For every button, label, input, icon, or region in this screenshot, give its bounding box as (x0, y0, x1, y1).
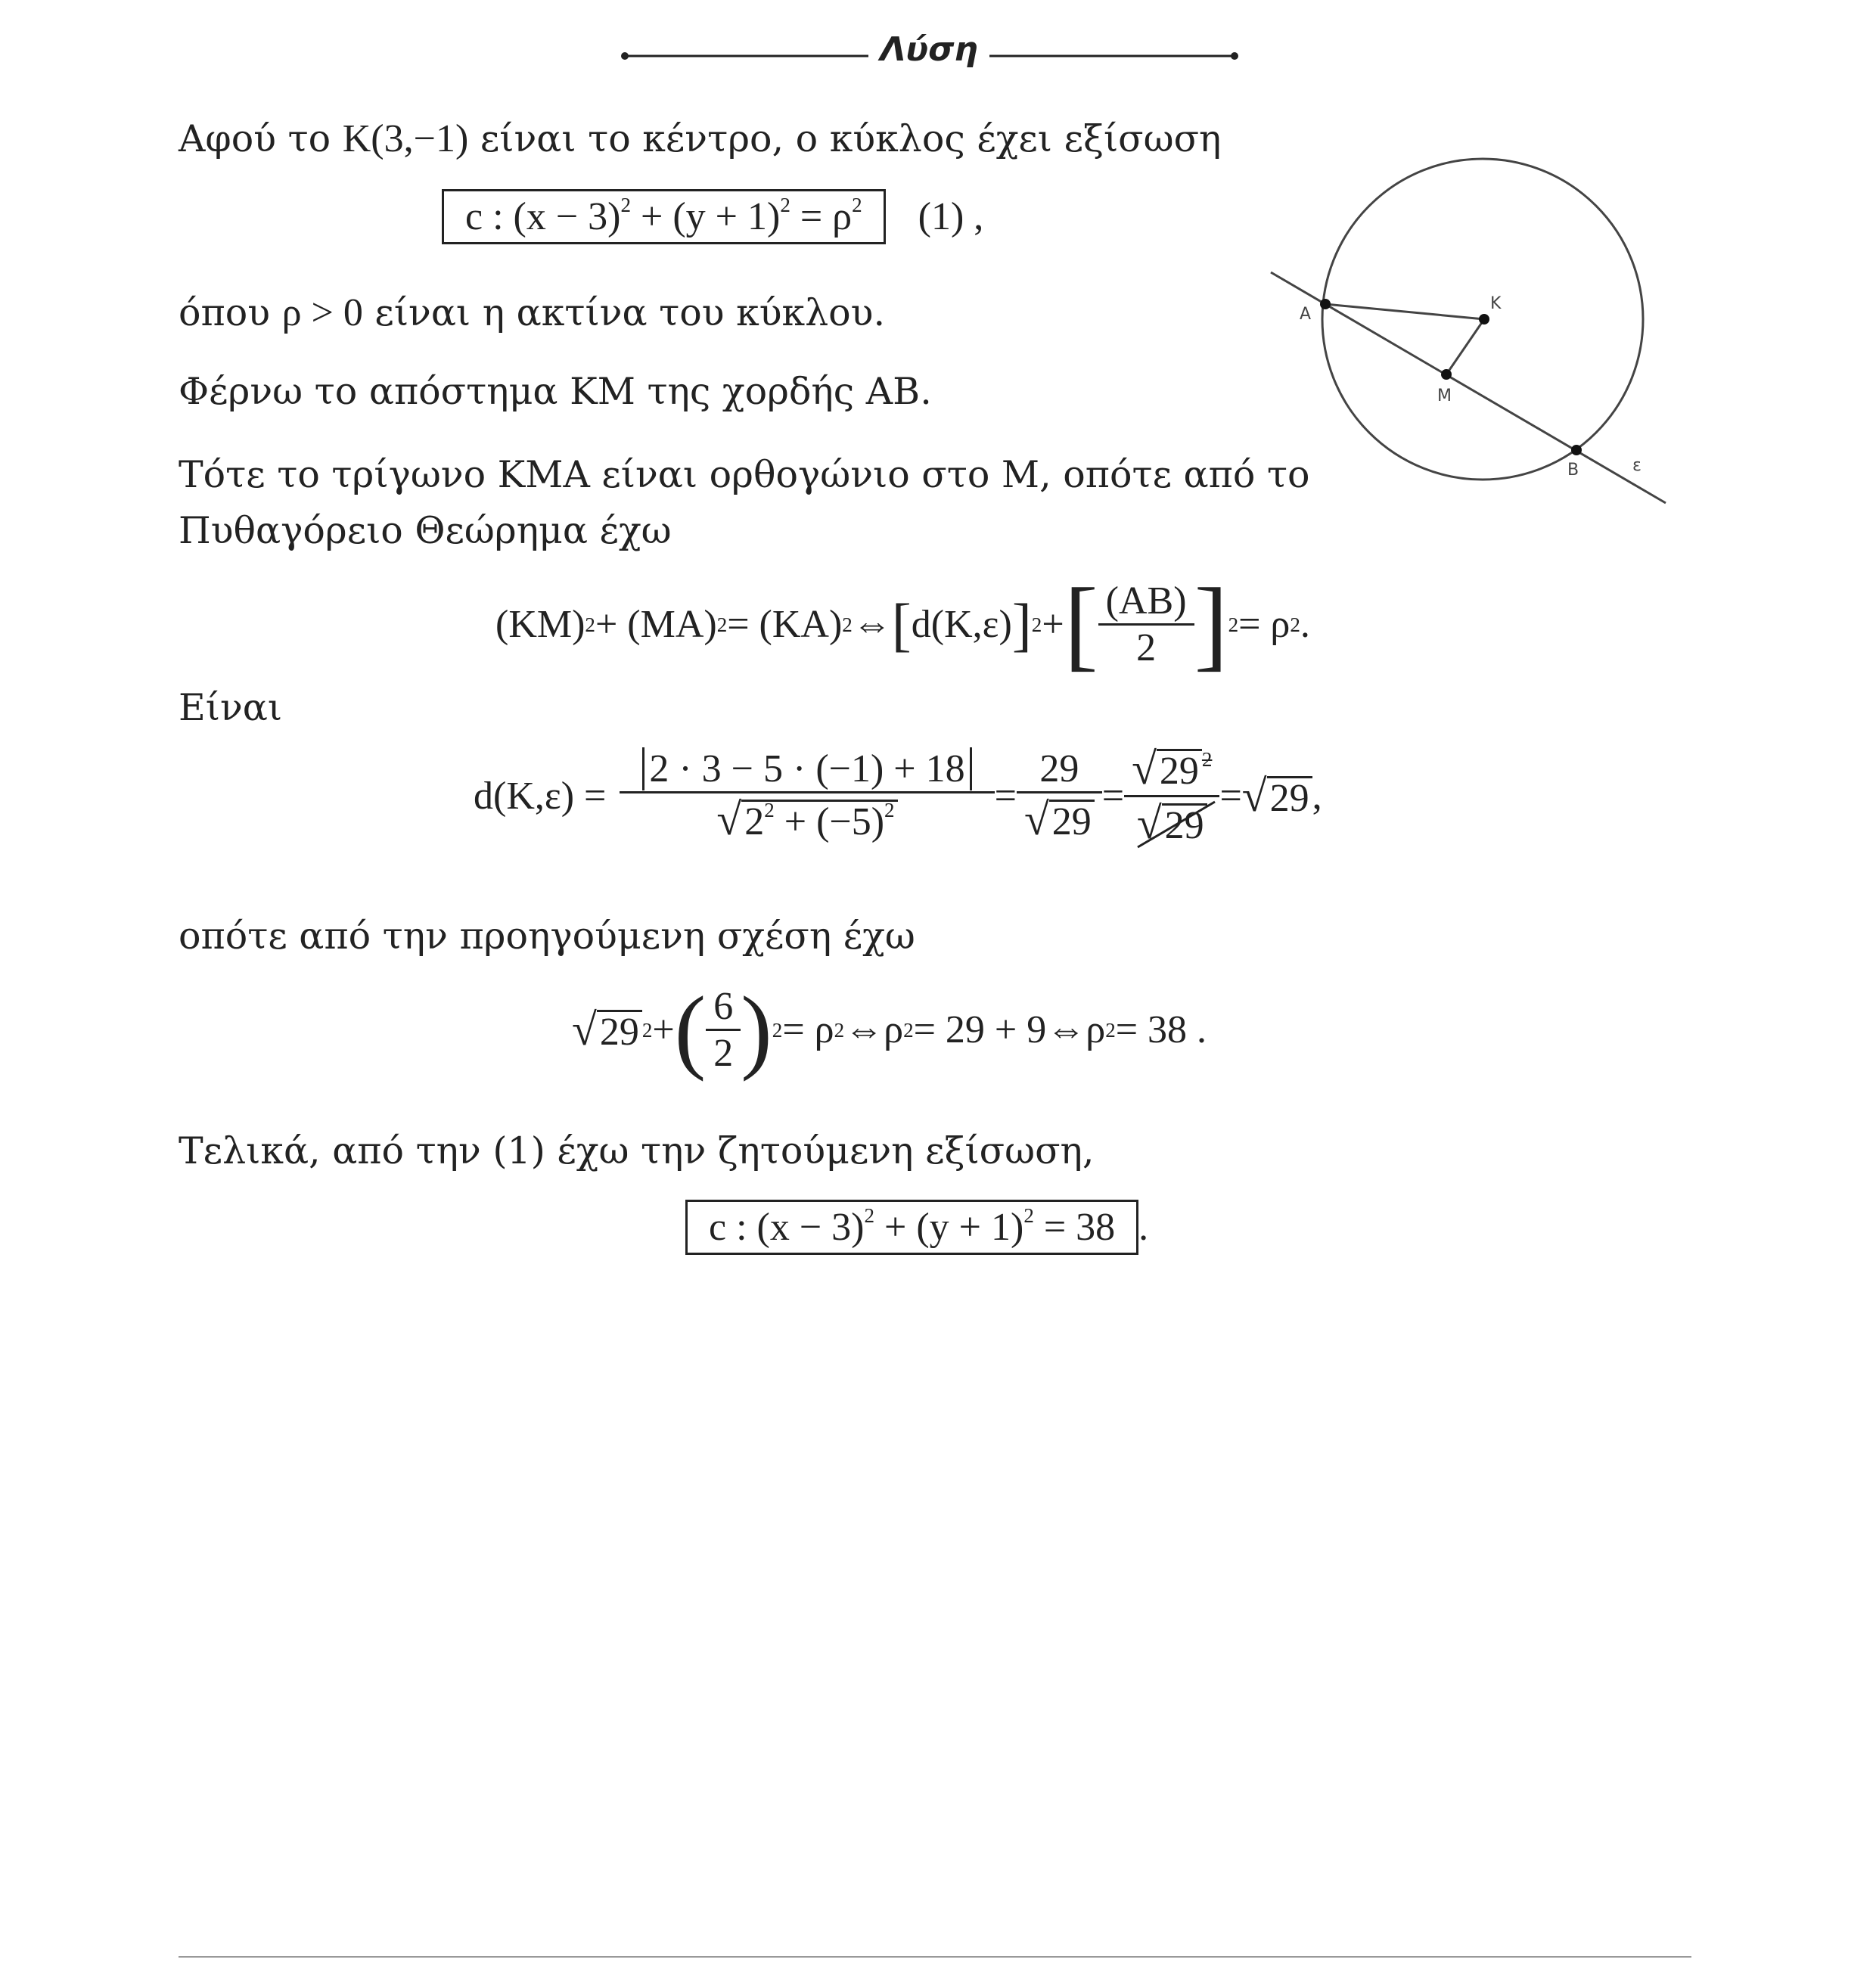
label-B: B (1567, 461, 1579, 480)
intro-text-end: είναι το κέντρο, ο κύκλος έχει εξίσωση (468, 117, 1222, 160)
point-B (1571, 445, 1582, 455)
label-A: A (1300, 305, 1312, 324)
distance-calculation: d(K,ε) = $\frac{2 \cdot 3 - 5 \cdot (-1) + 18}{√2^2 + (-5)^2}$ = $\frac{29}{√29}$ = $\frac{√29 ^2}{√29}$ = √29 , (474, 743, 1322, 849)
line-epsilon (1271, 272, 1666, 503)
circle-equation-1 (442, 189, 983, 244)
point-K (1479, 314, 1489, 325)
center-label: K(3,−1) (342, 117, 469, 160)
geometry-figure (1256, 144, 1679, 514)
point-M (1441, 369, 1452, 380)
section-header (0, 27, 1876, 80)
apothem-text: Φέρνω το απόστημα KM της χορδής AB. (179, 370, 932, 413)
label-epsilon: ε (1632, 456, 1642, 475)
label-M: M (1437, 387, 1452, 405)
triangle-text-line2: Πυθαγόρειο Θεώρημα έχω (179, 509, 672, 552)
point-A (1320, 299, 1331, 309)
final-equation: c : $(x - 3)^2 + (y + 1)^2 = 38$ . (685, 1200, 1148, 1255)
solve-equation: √29 2 + ( $\frac{6}{2}$ ) 2 = ρ 2 ⇔ ρ 2 = 29 + 9 ⇔ ρ 2 = 38 . (572, 977, 1207, 1082)
triangle-text-line1: Τότε το τρίγωνο KMA είναι ορθογώνιο στο M, οπότε από το (179, 453, 1310, 496)
intro-paragraph (179, 113, 1221, 165)
radius-note: όπου ρ > 0 είναι η ακτίνα του κύκλου. (179, 291, 886, 334)
equation-box: c : $(x - 3)^2 + (y + 1)^2 = \rho^2$ (442, 189, 886, 244)
label-K: K (1490, 294, 1502, 313)
footer-rule (179, 1956, 1691, 1958)
section-title: Λύση (880, 30, 978, 69)
intro-text: Αφού το (179, 117, 343, 160)
cancel-stroke (1124, 797, 1230, 850)
pythagoras-equation: (KM) 2 + (MA) 2 = (KA) 2 ⇔ [ d(K,ε) ] 2 + [ $\frac{(AB)}{2}$ ] 2 = ρ 2 . (495, 568, 1310, 681)
segment-KM (1446, 319, 1484, 374)
final-equation-box: c : $(x - 3)^2 + (y + 1)^2 = 38$ (685, 1200, 1138, 1255)
einai-label: Είναι (179, 686, 283, 729)
equation-tag: (1) , (918, 195, 984, 238)
final-text: Τελικά, από την (1) έχω την ζητούμενη εξίσωση, (179, 1129, 1095, 1172)
next-text: οπότε από την προηγούμενη σχέση έχω (179, 915, 915, 958)
